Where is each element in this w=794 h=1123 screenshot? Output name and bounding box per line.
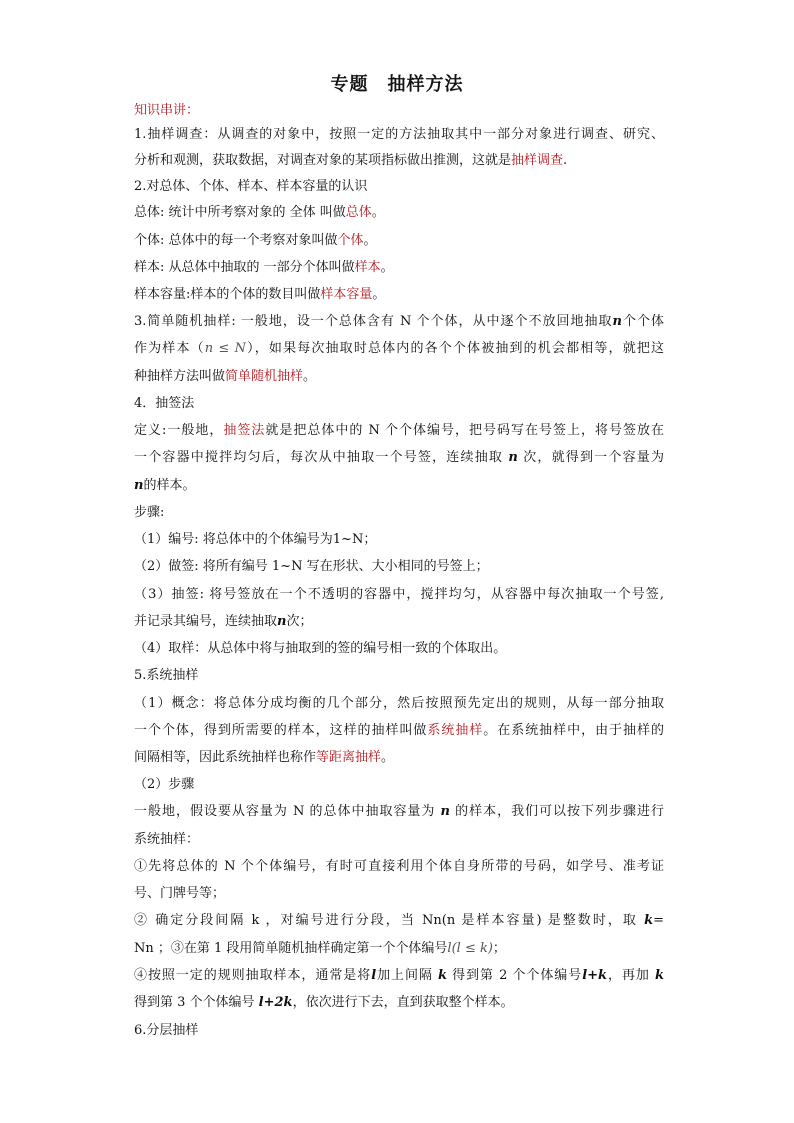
p4-step3-line2: 并记录其编号，连续抽取n次； [134, 614, 313, 629]
p5-step1-line2: 号、门牌号等； [134, 886, 226, 901]
section-label: 知识串讲： [134, 103, 200, 118]
p3-line2: 作为样本（n ≤ N），如果每次抽取时总体内的各个个体被抽到的机会都相等，就把这 [134, 341, 664, 356]
p2-sample: 样本: 从总体中抽取的 一部分个体叫做样本。 [134, 260, 394, 275]
term-individual: 个体 [337, 233, 364, 248]
p4-heading: 4．抽签法 [134, 396, 195, 411]
term-systematic-sampling: 系统抽样 [427, 723, 484, 738]
p2-heading: 2.对总体、个体、样本、样本容量的认识 [134, 179, 368, 194]
p6-heading: 6.分层抽样 [134, 1023, 199, 1038]
term-simple-random-sampling: 简单随机抽样 [225, 369, 304, 384]
p2-total: 总体: 统计中所考察对象的 全体 叫做总体。 [134, 205, 385, 220]
p5-step2-line1: ② 确定分段间隔 k ，对编号进行分段，当 Nn(n 是样本容量) 是整数时，取 k= [134, 913, 665, 928]
p3-line1: 3.简单随机抽样: 一般地，设一个总体含有 N 个个体，从中逐个不放回地抽取n个个体 [134, 314, 664, 329]
p5-step4-line2: 得到第 3 个个体编号 l+2k，依次进行下去，直到获取整个样本。 [134, 995, 514, 1010]
p5-steps-heading: （2）步骤 [134, 777, 195, 792]
p5-heading: 5.系统抽样 [134, 668, 199, 683]
term-sample: 样本 [354, 260, 381, 275]
p5-concept-line2: 一个个体，得到所需要的样本，这样的抽样叫做系统抽样。在系统抽样中，由于抽样的 [134, 723, 664, 738]
p4-def-line2: 一个容器中搅拌均匀后，每次从中抽取一个号签，连续抽取 n 次，就得到一个容量为 [134, 450, 664, 465]
p4-def-line3: n的样本。 [134, 478, 196, 493]
p5-intro-line1: 一般地，假设要从容量为 N 的总体中抽取容量为 n 的样本，我们可以按下列步骤进行 [134, 804, 664, 819]
p5-concept-line3: 间隔相等，因此系统抽样也称作等距离抽样。 [134, 750, 395, 765]
p5-step4-line1: ④按照一定的规则抽取样本，通常是将l加上间隔 k 得到第 2 个个体编号l+k，再加 k [134, 968, 664, 983]
p3-line3: 种抽样方法叫做简单随机抽样。 [134, 369, 317, 384]
p4-steps-heading: 步骤: [134, 505, 165, 520]
term-total: 总体 [345, 205, 372, 220]
p4-step1: （1）编号: 将总体中的个体编号为1~N； [134, 532, 377, 547]
p1-line1: 1.抽样调查：从调查的对象中，按照一定的方法抽取其中一部分对象进行调查、研究、 [134, 127, 664, 142]
p2-individual: 个体: 总体中的每一个考察对象叫做个体。 [134, 233, 377, 248]
term-equidistant-sampling: 等距离抽样 [316, 750, 382, 765]
term-sampling-survey: 抽样调查 [511, 153, 564, 168]
page-title: 专题 抽样方法 [330, 74, 464, 95]
p5-concept-line1: （1）概念：将总体分成均衡的几个部分，然后按照预先定出的规则，从每一部分抽取 [134, 696, 664, 711]
p4-step3-line1: （3）抽签: 将号签放在一个不透明的容器中，搅拌均匀，从容器中每次抽取一个号签, [134, 587, 664, 602]
term-sample-size: 样本容量 [320, 287, 373, 302]
term-lottery-method: 抽签法 [223, 423, 266, 438]
p5-step1-line1: ①先将总体的 N 个个体编号，有时可直接利用个体自身所带的号码，如学号、准考证 [134, 859, 664, 874]
p5-step2-line2: Nn ；③在第 1 段用简单随机抽样确定第一个个体编号l(l ≤ k)； [134, 941, 506, 956]
p5-intro-line2: 系统抽样： [134, 832, 200, 847]
p2-sample-size: 样本容量:样本的个体的数目叫做样本容量。 [134, 287, 386, 302]
p4-def-line1: 定义:一般地，抽签法就是把总体中的 N 个个体编号，把号码写在号签上，将号签放在 [134, 423, 664, 438]
p1-line2: 分析和观测，获取数据，对调查对象的某项指标做出推测，这就是抽样调查. [134, 153, 568, 168]
p4-step4: （4）取样：从总体中将与抽取到的签的编号相一致的个体取出。 [134, 641, 507, 656]
p4-step2: （2）做签: 将所有编号 1~N 写在形状、大小相同的号签上； [134, 559, 489, 574]
